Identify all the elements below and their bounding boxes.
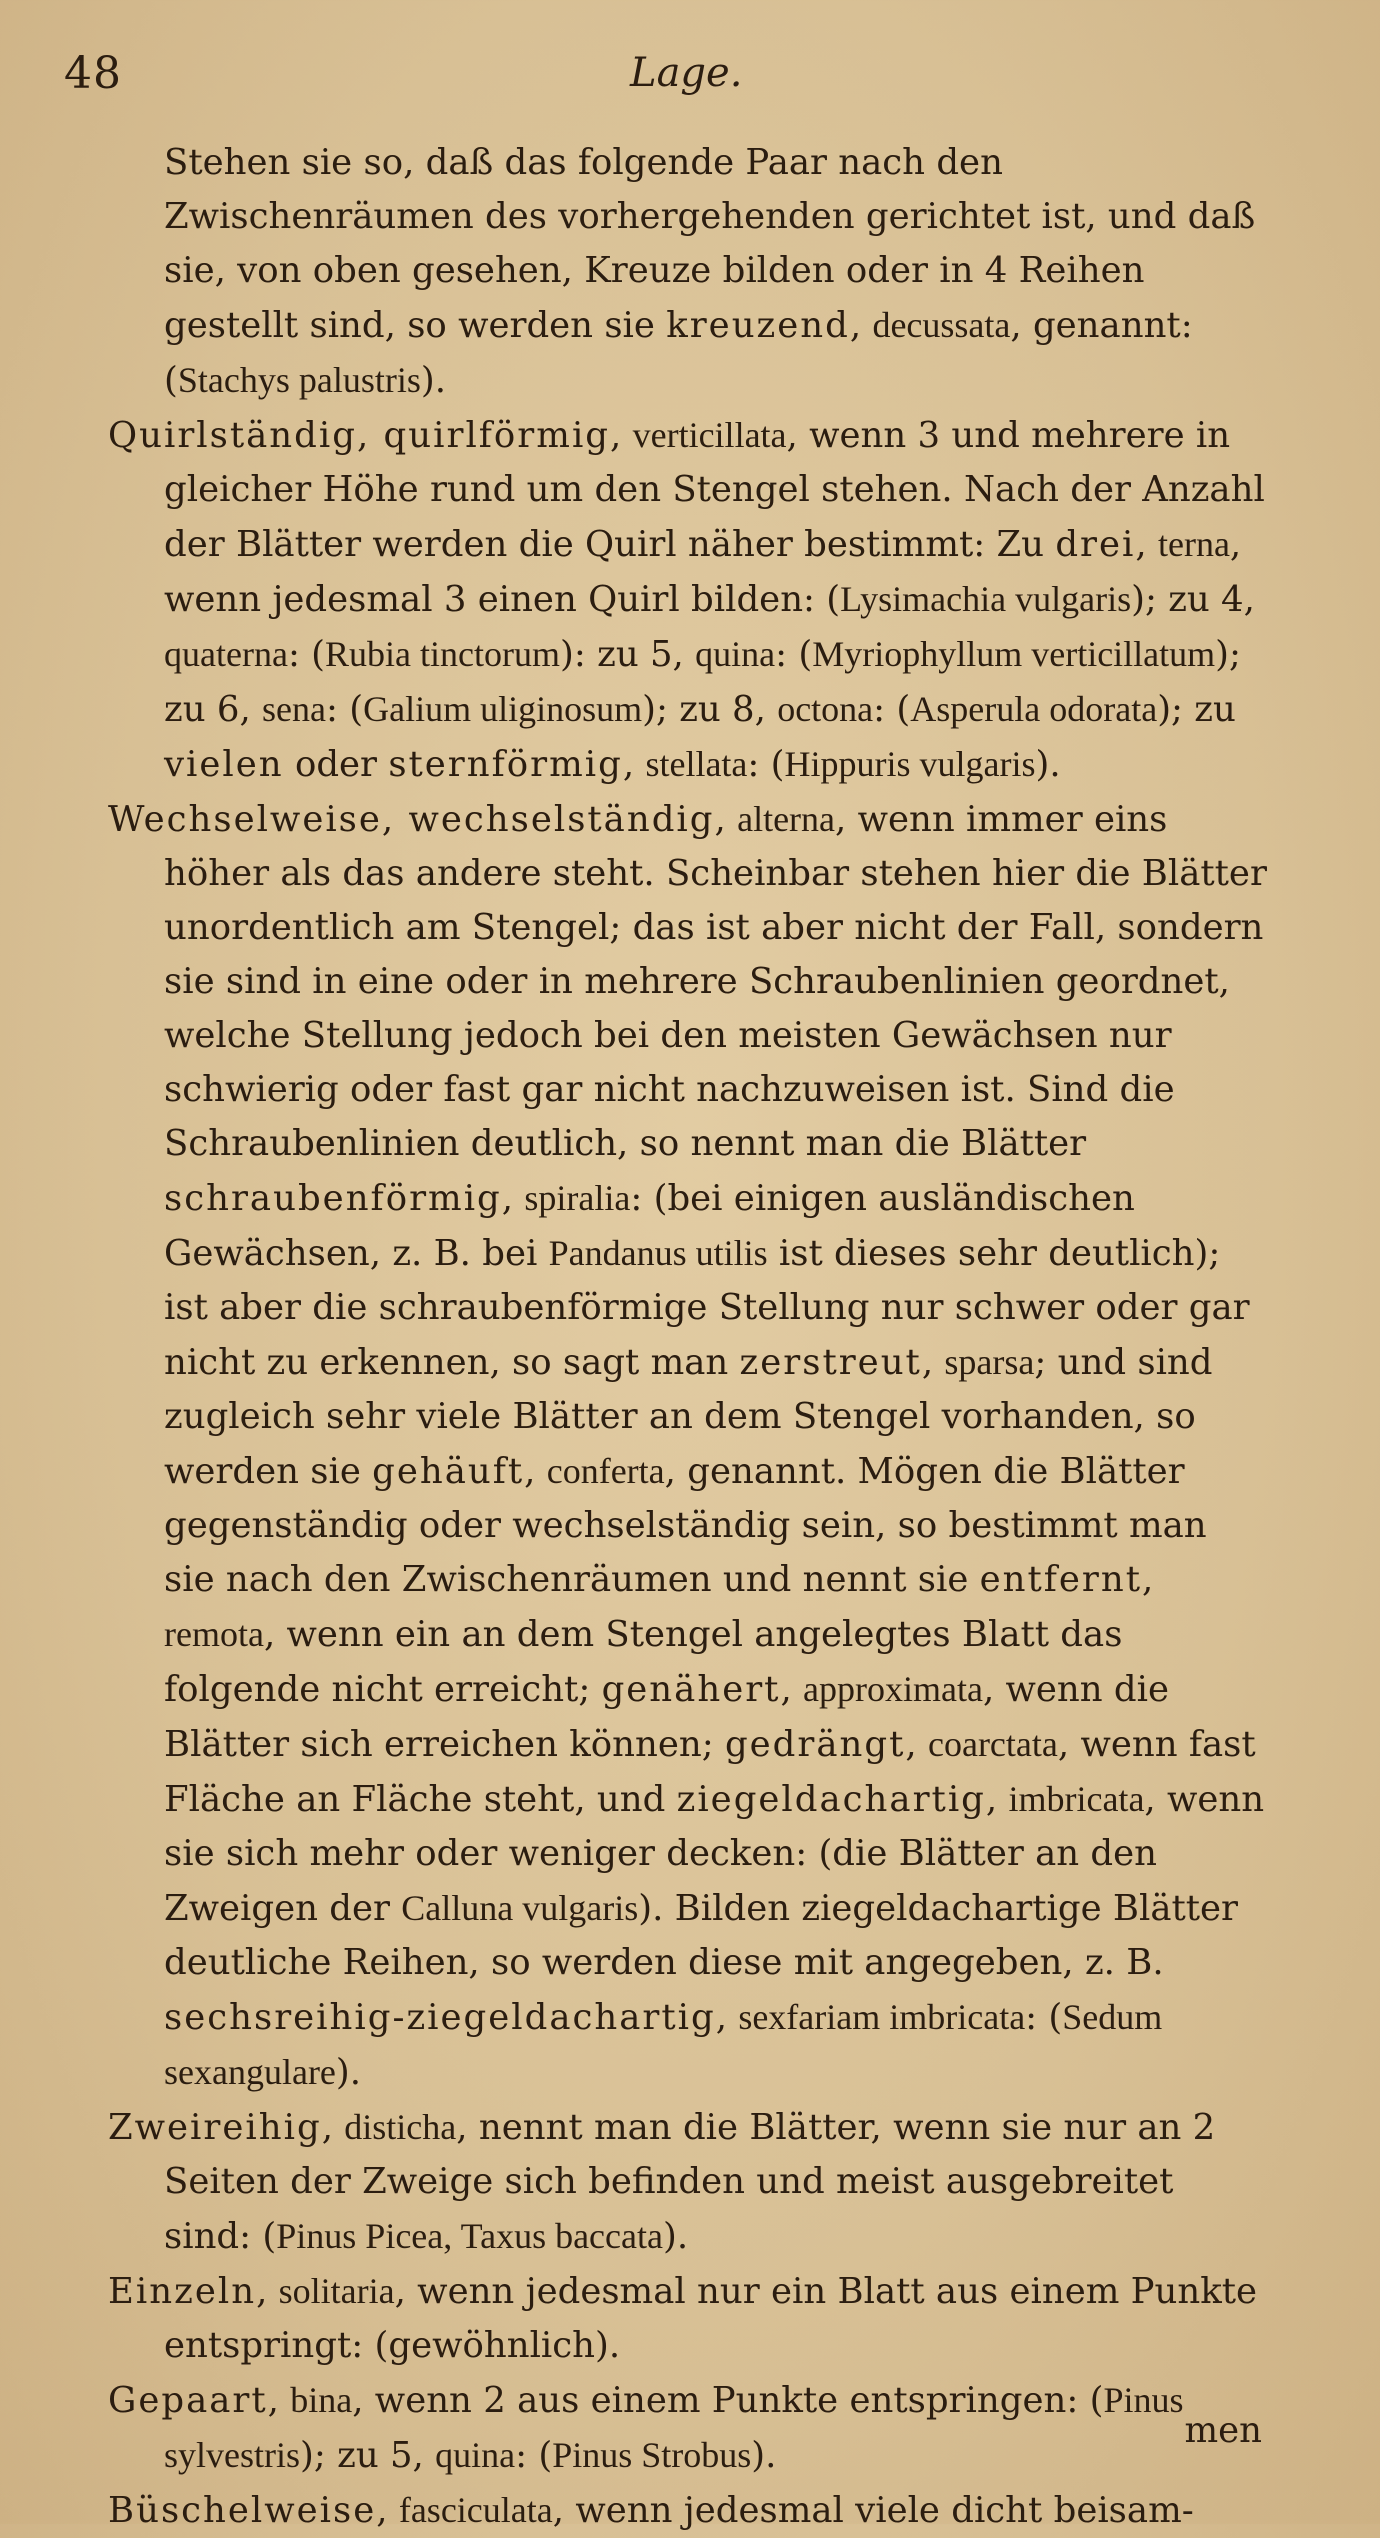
latin-text: decussata xyxy=(872,305,1011,345)
latin-text: Rubia tinctorum xyxy=(325,634,561,674)
body-text-segment: ; und sind zugleich sehr viele Blätter an dem Stengel vorhanden, so werden sie xyxy=(164,1342,1213,1492)
latin-text: Sedum sexangulare xyxy=(164,1997,1163,2092)
term-text: gedrängt xyxy=(724,1724,906,1765)
entry-einzeln xyxy=(108,2264,1268,2373)
latin-text: alterna xyxy=(737,799,836,839)
latin-text: fasciculata xyxy=(398,2490,553,2530)
latin-text: verticillata xyxy=(632,415,787,455)
body-text-segment: , wenn jedesmal nur ein Blatt aus einem Punkte entspringt: (gewöhnlich). xyxy=(164,2271,1258,2366)
latin-text: solitaria xyxy=(278,2271,395,2311)
body-text-segment: ist dieses sehr deutlich); ist aber die schraubenförmige Stellung nur schwer oder gar nicht zu erkennen, so sagt man xyxy=(164,1233,1250,1383)
body-text-segment: , wenn jedesmal 3 einen Quirl bilden: ( xyxy=(164,524,1242,620)
latin-text: quina xyxy=(435,2435,516,2475)
latin-text: coarctata xyxy=(927,1724,1058,1764)
body-text-segment: : ( xyxy=(775,634,813,675)
latin-text: Lysimachia vulgaris xyxy=(840,579,1132,619)
body-text-segment: , xyxy=(849,305,873,346)
body-text-segment: ). Bilden ziegeldachartige Blätter deutliche Reihen, so werden diese mit angegeben, z. B. xyxy=(164,1888,1239,1983)
body-text-segment: , xyxy=(715,1997,739,2038)
body-text-segment: , xyxy=(256,2271,279,2312)
term-text: entfernt xyxy=(979,1559,1143,1600)
body-text-segment: , genannt: ( xyxy=(164,305,1193,401)
latin-text: sparsa xyxy=(944,1342,1035,1382)
body-text-segment: , wenn jedesmal viele dicht beisam- xyxy=(552,2490,1194,2531)
term-text: Wechselweise, wechselständig xyxy=(108,799,715,840)
latin-text: Pinus sylvestris xyxy=(164,2380,1184,2475)
body-text-segment: ). xyxy=(420,360,446,401)
latin-text: Pandanus utilis xyxy=(548,1233,768,1273)
latin-text: Hippuris vulgaris xyxy=(784,744,1036,784)
body-text-segment: , nennt man die Blätter, wenn sie nur an 2 Seiten der Zweige sich befinden und meist ausgebreitet sind: ( xyxy=(164,2107,1216,2257)
entry-quirlstaendig xyxy=(108,408,1268,792)
term-text: Büschelweise xyxy=(108,2490,377,2531)
body-text-segment: , wenn immer eins höher als das andere steht. Scheinbar stehen hier die Blätter unordentlich am Stengel; das ist aber nicht der Fall, sondern sie sind in eine oder in mehrere Schraubenlinien geordnet, welche Stellung jedoch bei den meisten Gewächsen nur schwierig oder fast gar nicht nachzuweisen ist. Sind die Schraubenlinien deutlich, so nennt man die Blätter xyxy=(164,799,1267,1164)
term-text: ziegeldachartig xyxy=(676,1779,986,1820)
body-text-segment: : ( xyxy=(515,2435,553,2476)
latin-text: octona xyxy=(777,689,874,729)
body-text-segment: , wenn die Blätter sich erreichen können; xyxy=(164,1669,1170,1765)
latin-text: Galium uliginosum xyxy=(363,689,643,729)
term-text: schraubenförmig xyxy=(164,1178,502,1219)
body-text-segment: : ( xyxy=(325,689,364,730)
entry-gepaart xyxy=(108,2373,1268,2483)
entry-bueschelweise xyxy=(108,2483,1268,2538)
body-text-segment: , xyxy=(1142,1559,1154,1600)
term-text: kreuzend xyxy=(666,305,850,346)
entry-zweireihig xyxy=(108,2100,1268,2264)
body-text-segment: , xyxy=(1135,524,1158,565)
term-text: genähert xyxy=(601,1669,781,1710)
latin-text: bina xyxy=(290,2380,353,2420)
latin-text: sena xyxy=(262,689,326,729)
running-head: Lage. xyxy=(630,50,743,96)
body-text xyxy=(108,136,1268,2538)
body-text-segment: , xyxy=(501,1178,525,1219)
latin-text: sexfariam imbricata xyxy=(738,1997,1026,2037)
body-text-segment: ); zu 4, xyxy=(1131,579,1255,620)
latin-text: imbricata xyxy=(1008,1779,1145,1819)
term-text: gehäuft xyxy=(372,1451,525,1492)
latin-text: quaterna xyxy=(164,634,288,674)
body-text-segment: : ( xyxy=(1025,1997,1063,2038)
entry-wechselweise xyxy=(108,792,1268,2100)
body-text-segment: , genannt. Mögen die Blätter gegenständig oder wechselständig sein, so bestimmt man sie nach den Zwischenräumen und nennt sie xyxy=(164,1451,1207,1600)
body-text-segment: , xyxy=(524,1451,547,1492)
body-text-segment: ). xyxy=(751,2435,777,2476)
latin-text: stellata xyxy=(645,744,748,784)
body-text-segment: , xyxy=(921,1342,945,1383)
paragraph-continuation xyxy=(164,136,1268,408)
body-text-segment: , xyxy=(780,1669,804,1710)
body-text-segment: , xyxy=(905,1724,928,1765)
term-text: sechsreihig-ziegeldachartig xyxy=(164,1997,716,2038)
term-text: Quirlständig, quirlförmig xyxy=(108,415,611,456)
body-text-segment: , wenn 2 aus einem Punkte entspringen: ( xyxy=(352,2380,1104,2421)
term-text: Gepaart xyxy=(108,2380,268,2421)
body-text-segment: Stehen sie so, daß das folgende Paar nach den Zwischenräumen des vorhergehenden gerichtet ist, und daß sie, von oben gesehen, Kreuze bilden oder in 4 Reihen gestellt sind, so werden sie xyxy=(164,142,1256,346)
catchword: men xyxy=(1184,2410,1262,2451)
latin-text: Pinus Strobus xyxy=(552,2435,752,2475)
body-text-segment: , xyxy=(376,2490,399,2531)
body-text-segment: ); zu 5, xyxy=(300,2435,436,2476)
body-text-segment: : ( xyxy=(873,689,911,730)
latin-text: conferta xyxy=(546,1451,665,1491)
body-text-segment: , xyxy=(714,799,738,840)
body-text-segment: ). xyxy=(335,2052,362,2093)
term-text: sternförmig xyxy=(388,744,623,785)
body-text-segment: ). xyxy=(1035,744,1061,785)
body-text-segment: , xyxy=(622,744,646,785)
body-text-segment: ); zu xyxy=(1157,689,1236,730)
body-text-segment: : ( xyxy=(747,744,785,785)
term-text: Zweireihig xyxy=(108,2107,322,2148)
body-text-segment: ); zu 6, xyxy=(164,634,1241,730)
term-text: zerstreut xyxy=(739,1342,922,1383)
body-text-segment: , wenn 3 und mehrere in gleicher Höhe rund um den Stengel stehen. Nach der Anzahl der Blätter werden die Quirl näher bestimmt: Zu xyxy=(164,415,1265,565)
term-text: Einzeln xyxy=(108,2271,257,2312)
body-text-segment: , wenn ein an dem Stengel angelegtes Blatt das folgende nicht erreicht; xyxy=(164,1614,1123,1710)
body-text-segment: , xyxy=(610,415,633,456)
body-text-segment: ). xyxy=(662,2216,689,2257)
body-text-segment: , xyxy=(321,2107,345,2148)
body-text-segment: oder xyxy=(283,744,389,785)
page-number: 48 xyxy=(64,48,122,99)
term-text: vielen xyxy=(164,744,284,785)
latin-text: Asperula odorata xyxy=(910,689,1158,729)
body-text-segment: ); zu 8, xyxy=(642,689,778,730)
latin-text: terna xyxy=(1157,524,1230,564)
page-header xyxy=(0,48,1380,108)
latin-text: remota xyxy=(164,1614,264,1654)
latin-text: approximata xyxy=(803,1669,983,1709)
term-text: drei xyxy=(1055,524,1136,565)
latin-text: Stachys palustris xyxy=(177,360,421,400)
latin-text: disticha xyxy=(344,2107,457,2147)
latin-text: spiralia xyxy=(524,1178,631,1218)
latin-text: Pinus Picea, Taxus baccata xyxy=(276,2216,663,2256)
body-text-segment: : ( xyxy=(287,634,326,675)
body-text-segment: : (bei einigen ausländischen Gewächsen, z. B. bei xyxy=(164,1178,1135,1274)
body-text-segment: , xyxy=(267,2380,291,2421)
latin-text: quina xyxy=(695,634,776,674)
body-text-segment: , wenn sie sich mehr oder weniger decken: (die Blätter an den Zweigen der xyxy=(164,1779,1265,1929)
body-text-segment: , xyxy=(985,1779,1009,1820)
latin-text: Calluna vulgaris xyxy=(401,1888,639,1928)
body-text-segment: , wenn fast Fläche an Fläche steht, und xyxy=(164,1724,1256,1820)
body-text-segment: ): zu 5, xyxy=(560,634,696,675)
latin-text: Myriophyllum verticillatum xyxy=(812,634,1216,674)
